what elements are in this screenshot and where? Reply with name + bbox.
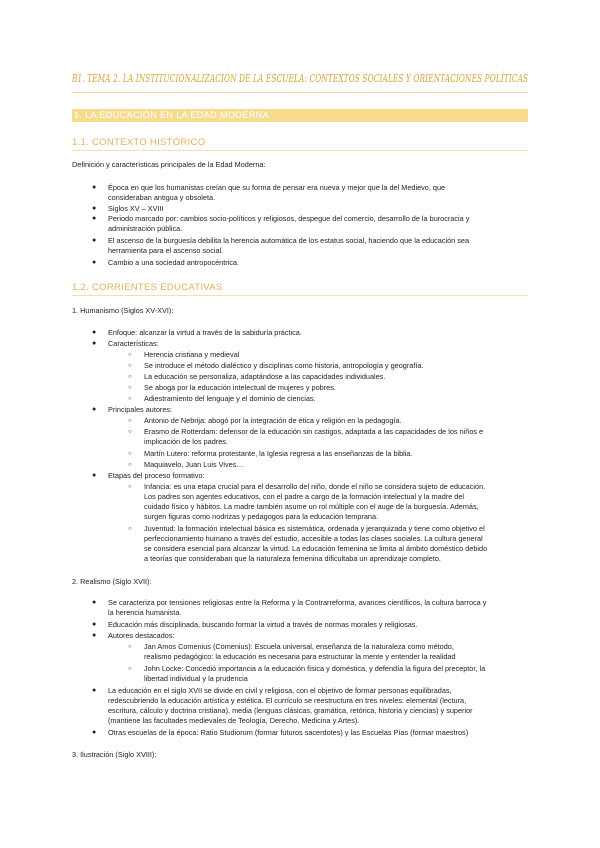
bullet-icon: ● xyxy=(92,632,97,639)
list-item: surgen figuras como nodrizas y pedagogos para la educación temprana. xyxy=(144,512,379,521)
list-item: Los padres son agentes educativos, con el padre a cargo de la formación intelectual y la madre del xyxy=(144,492,465,501)
bullet-icon: ● xyxy=(92,729,97,736)
circle-bullet-icon: ○ xyxy=(128,363,132,369)
circle-bullet-icon: ○ xyxy=(128,429,132,435)
list-item: Principales autores: xyxy=(108,405,173,414)
list-item: Autores destacados: xyxy=(108,631,175,640)
list-item: (mantiene las facultades medievales de Teología, Derecho, Medicina y Artes). xyxy=(108,716,360,725)
list-item: Herencia cristiana y medieval xyxy=(144,350,240,359)
list-item: implicación de los padres. xyxy=(144,437,228,446)
list-item: a teorías que consideraban que la naturaleza femenina dificultaba un aprendizaje completo. xyxy=(144,554,441,563)
document-title: B1. TEMA 2. LA INSTITUCIONALIZACIÓN DE LA ESCUELA: CONTEXTOS SOCIALES Y ORIENTACIONES POLÍTICAS xyxy=(72,72,529,85)
list-item: libertad individual y la prudencia xyxy=(144,674,248,683)
circle-bullet-icon: ○ xyxy=(128,451,132,457)
subsection-divider xyxy=(72,150,528,151)
list-item: Antonio de Nebrija: abogó por la integración de ética y religión en la pedagogía. xyxy=(144,416,402,425)
list-item: Juventud: la formación intelectual básica es sistemática, ordenada y jerarquizada y tiene como objetivo el xyxy=(144,524,485,533)
list-item: La educación en el siglo XVII se divide en civil y religiosa, con el objetivo de formar personas equilibradas, xyxy=(108,686,452,695)
list-item: herramienta para el ascenso social. xyxy=(108,246,224,255)
circle-bullet-icon: ○ xyxy=(128,352,132,358)
subsection-divider xyxy=(72,295,528,296)
list-item: Otras escuelas de la época: Ratio Studiorum (formar futuros sacerdotes) y las Escuelas Pías (formar maestros) xyxy=(108,728,469,737)
circle-bullet-icon: ○ xyxy=(128,385,132,391)
list-item: Siglos XV – XVIII xyxy=(108,204,164,213)
title-divider xyxy=(72,92,528,93)
bullet-icon: ● xyxy=(92,329,97,336)
list-item: redescubriendo la educación artística y estética. El currículo se reestructura en tres niveles: elemental (lectura, xyxy=(108,696,467,705)
list-item: Se introduce el método dialéctico y disciplinas como historia, antropología y geografía. xyxy=(144,361,424,370)
list-item: Adiestramiento del lenguaje y el dominio de ciencias. xyxy=(144,394,316,403)
circle-bullet-icon: ○ xyxy=(128,462,132,468)
circle-bullet-icon: ○ xyxy=(128,666,132,672)
subsection-heading-context: 1.1. CONTEXTO HISTÓRICO xyxy=(72,137,206,148)
bullet-icon: ● xyxy=(92,237,97,244)
list-item: consideraban antigua y obsoleta. xyxy=(108,193,216,202)
list-item: Jan Amos Comenius (Comenius): Escuela universal, enseñanza de la naturaleza como método, xyxy=(144,642,454,651)
section-heading-bar xyxy=(72,109,528,122)
bullet-icon: ● xyxy=(92,687,97,694)
list-item: John Locke: Concedió importancia a la educación física y doméstica, y defendía la figura del preceptor, la xyxy=(144,664,486,673)
realismo-heading: 2. Realismo (Siglo XVII): xyxy=(72,577,152,586)
list-item: La educación se personaliza, adaptándose a las capacidades individuales. xyxy=(144,372,386,381)
ilustracion-heading: 3. Ilustración (Siglo XVIII): xyxy=(72,750,157,759)
list-item: Erasmo de Rotterdam: defensor de la educación sin castigos, adaptada a las capacidades de los niños e xyxy=(144,427,484,436)
list-item: cuidado físico y hábitos. La madre también asume un rol múltiple con el auge de la burguesía. Además, xyxy=(144,502,479,511)
list-item: Época en que los humanistas creían que su forma de pensar era nueva y mejor que la del Medievo, que xyxy=(108,183,446,192)
list-item: Infancia: es una etapa crucial para el desarrollo del niño, donde el niño se considera sujeto de educación. xyxy=(144,482,486,491)
bullet-icon: ● xyxy=(92,215,97,222)
list-item: escritura, cálculo y doctrina cristiana), media (lenguas clásicas, gramática, retórica, historia y ciencias) y superior xyxy=(108,706,473,715)
bullet-icon: ● xyxy=(92,621,97,628)
bullet-icon: ● xyxy=(92,406,97,413)
list-item: Periodo marcado por: cambios socio-políticos y religiosos, despegue del comercio, desarrollo de la burocracia y xyxy=(108,214,470,223)
list-item: Maquiavelo, Juan Luis Vives… xyxy=(144,460,244,469)
circle-bullet-icon: ○ xyxy=(128,396,132,402)
bullet-icon: ● xyxy=(92,184,97,191)
list-item: Se caracteriza por tensiones religiosas entre la Reforma y la Contrarreforma, avances científicos, la cultura barroca y xyxy=(108,598,487,607)
list-item: Martín Lutero: reforma protestante, la Iglesia regresa a las enseñanzas de la biblia. xyxy=(144,449,413,458)
bullet-icon: ● xyxy=(92,599,97,606)
list-item: Enfoque: alcanzar la virtud a través de la sabiduría práctica. xyxy=(108,328,302,337)
list-item: Etapas del proceso formativo: xyxy=(108,471,205,480)
list-item: realismo pedagógico: la educación es necesaria para estructurar la mente y entender la realidad xyxy=(144,652,456,661)
circle-bullet-icon: ○ xyxy=(128,644,132,650)
bullet-icon: ● xyxy=(92,205,97,212)
list-item: El ascenso de la burguesía debilita la herencia automática de los estatus social, haciendo que la educación sea xyxy=(108,236,470,245)
list-item: Se aboga por la educación intelectual de mujeres y pobres. xyxy=(144,383,336,392)
subsection-heading-currents: 1.2. CORRIENTES EDUCATIVAS xyxy=(72,282,223,293)
circle-bullet-icon: ○ xyxy=(128,484,132,490)
list-item: administración pública. xyxy=(108,224,183,233)
section-heading: 1. LA EDUCACIÓN EN LA EDAD MODERNA xyxy=(74,110,270,120)
list-item: perfeccionamiento humano a través del estudio, accesible a todas las clases sociales. La cultura general xyxy=(144,534,483,543)
circle-bullet-icon: ○ xyxy=(128,418,132,424)
bullet-icon: ● xyxy=(92,472,97,479)
list-item: Características: xyxy=(108,339,159,348)
circle-bullet-icon: ○ xyxy=(128,526,132,532)
list-item: Cambio a una sociedad antropocéntrica. xyxy=(108,258,240,267)
bullet-icon: ● xyxy=(92,259,97,266)
circle-bullet-icon: ○ xyxy=(128,374,132,380)
list-item: la herencia humanista. xyxy=(108,608,182,617)
definition-heading: Definición y características principales de la Edad Moderna: xyxy=(72,160,266,169)
humanismo-heading: 1. Humanismo (Siglos XV-XVI): xyxy=(72,306,174,315)
bullet-icon: ● xyxy=(92,340,97,347)
list-item: se considera esencial para alcanzar la virtud. La educación femenina se limita al ámbito doméstico debido xyxy=(144,544,488,553)
list-item: Educación más disciplinada, buscando formar la virtud a través de normas morales y religiosas. xyxy=(108,620,418,629)
